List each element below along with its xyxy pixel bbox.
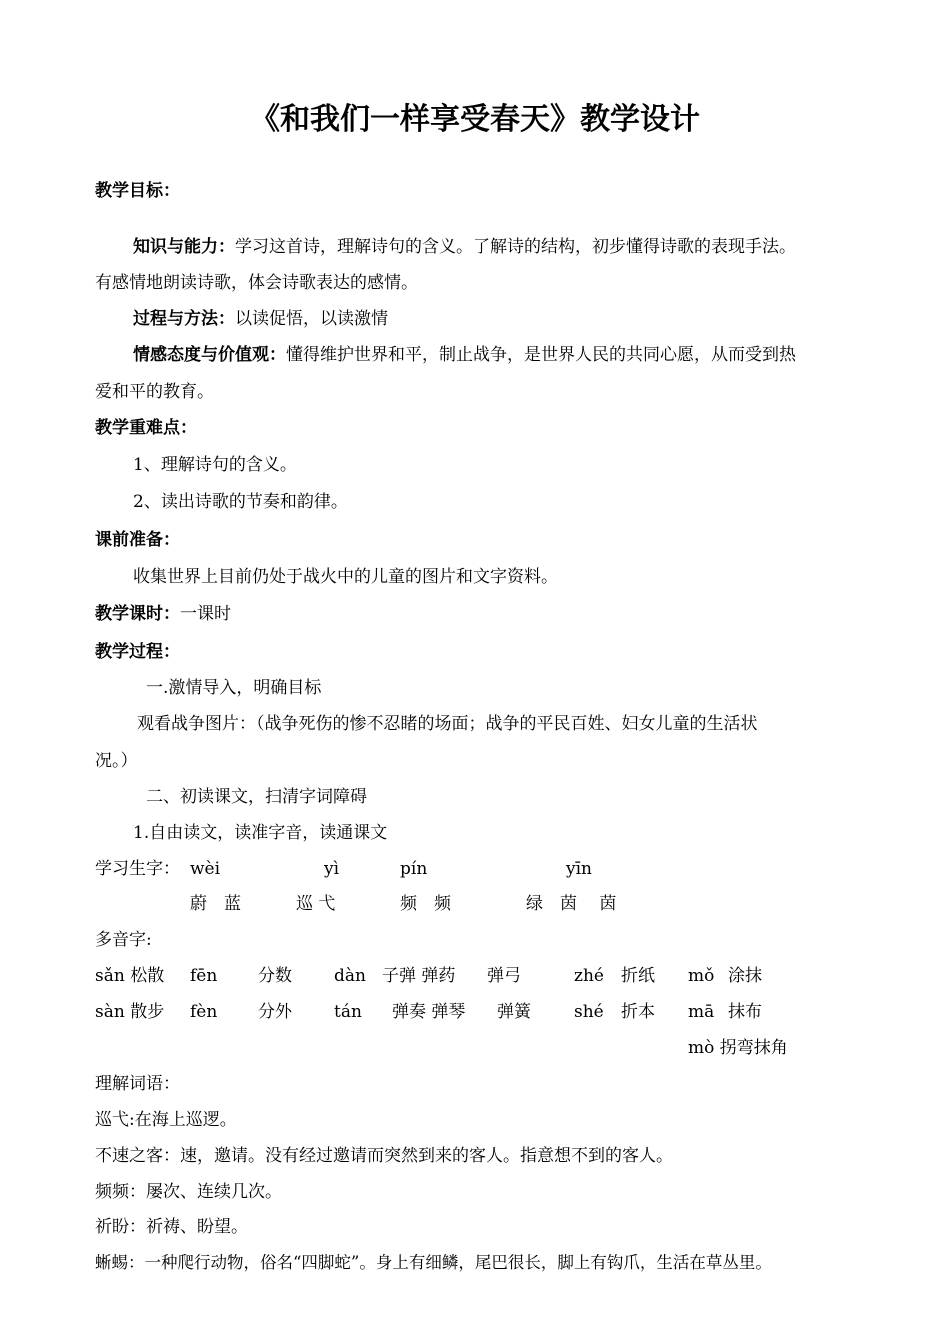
poly-row2-she-pinyin: shé	[574, 1002, 604, 1022]
poly-row1-dangong: 弹弓	[487, 966, 521, 986]
poly-row1-fen-word: 分数	[258, 966, 292, 986]
word-pinpin: 频 频	[400, 894, 451, 914]
word-weilan: 蔚 蓝	[190, 894, 241, 914]
poly-row1-dan-words: 子弹 弹药	[382, 966, 456, 986]
poly-row2-tan-pinyin: tán	[334, 1002, 362, 1022]
vocab-item: 不速之客：速，邀请。没有经过邀请而突然到来的客人。指意想不到的客人。	[95, 1146, 673, 1166]
process-label: 过程与方法：	[133, 309, 235, 329]
poly-row1-san: sǎn 松散	[95, 966, 165, 986]
process-method-line	[133, 308, 388, 330]
process-step-1: 一.激情导入，明确目标	[146, 678, 322, 698]
process-step-2-sub-1: 1.自由读文，读准字音，读通课文	[133, 823, 388, 843]
word-xunyi: 巡 弋	[296, 894, 336, 914]
knowledge-line-1	[133, 236, 796, 258]
emotion-line-1	[133, 344, 796, 366]
key-point-1: 1、理解诗句的含义。	[133, 455, 297, 475]
vocab-item: 蜥蜴：一种爬行动物，俗名“四脚蛇”。身上有细鳞，尾巴很长，脚上有钩爪，生活在草丛里。	[95, 1253, 772, 1272]
poly-row2-san: sàn 散步	[95, 1002, 165, 1022]
new-chars-label: 学习生字：	[95, 859, 180, 879]
hours-text: 一课时	[180, 604, 231, 624]
poly-row2-tanhuang: 弹簧	[497, 1002, 531, 1022]
poly-row1-mo-word: 涂抹	[728, 966, 762, 986]
poly-row2-fen-pinyin: fèn	[190, 1002, 218, 1022]
hours-label: 教学课时：	[95, 604, 180, 624]
preparation-heading: 课前准备：	[95, 530, 180, 550]
hours-line	[95, 603, 231, 625]
preparation-text: 收集世界上目前仍处于战火中的儿童的图片和文字资料。	[133, 567, 558, 587]
poly-row1-zhe-word: 折纸	[621, 966, 655, 986]
process-step-1-text-1: 观看战争图片：（战争死伤的惨不忍睹的场面；战争的平民百姓、妇女儿童的生活状	[137, 714, 758, 734]
emotion-label: 情感态度与价值观：	[133, 345, 286, 365]
vocab-label: 理解词语：	[95, 1074, 180, 1094]
pinyin-yin: yīn	[566, 859, 592, 879]
pinyin-yi: yì	[324, 859, 340, 879]
word-lvyinyin: 绿 茵 茵	[526, 894, 617, 914]
poly-row1-zhe-pinyin: zhé	[574, 966, 604, 986]
goals-heading: 教学目标：	[95, 181, 180, 201]
vocab-item: 祈盼：祈祷、盼望。	[95, 1217, 248, 1237]
poly-row2-fen-word: 分外	[258, 1002, 292, 1022]
knowledge-text-1: 学习这首诗，理解诗句的含义。了解诗的结构，初步懂得诗歌的表现手法。	[235, 237, 796, 257]
vocab-item: 巡弋:在海上巡逻。	[95, 1110, 237, 1130]
polyphones-label: 多音字:	[95, 930, 152, 950]
poly-row1-mo-pinyin: mǒ	[688, 966, 715, 986]
process-step-1-text-2: 况。）	[95, 751, 138, 771]
emotion-text-2: 爱和平的教育。	[95, 382, 214, 402]
pinyin-wei: wèi	[190, 859, 221, 879]
process-step-2: 二、初读课文，扫清字词障碍	[146, 787, 367, 807]
process-text: 以读促悟，以读激情	[235, 309, 388, 329]
poly-row2-ma-pinyin: mā	[688, 1002, 715, 1022]
poly-row2-tan-words: 弹奏 弹琴	[392, 1002, 466, 1022]
emotion-text-1: 懂得维护世界和平，制止战争，是世界人民的共同心愿，从而受到热	[286, 345, 796, 365]
knowledge-label: 知识与能力：	[133, 237, 235, 257]
poly-row2-ma-word: 抹布	[728, 1002, 762, 1022]
knowledge-text-2: 有感情地朗读诗歌，体会诗歌表达的感情。	[95, 273, 418, 293]
pinyin-pin: pín	[400, 859, 428, 879]
poly-row2-she-word: 折本	[621, 1002, 655, 1022]
vocab-item: 频频：屡次、连续几次。	[95, 1182, 282, 1202]
poly-row3-mo: mò 拐弯抹角	[688, 1038, 788, 1058]
key-points-heading: 教学重难点：	[95, 418, 197, 438]
document-title: 《和我们一样享受春天》教学设计	[250, 102, 700, 137]
process-heading: 教学过程：	[95, 642, 180, 662]
poly-row1-fen-pinyin: fēn	[190, 966, 218, 986]
key-point-2: 2、读出诗歌的节奏和韵律。	[133, 492, 348, 512]
poly-row1-dan-pinyin: dàn	[334, 966, 366, 986]
